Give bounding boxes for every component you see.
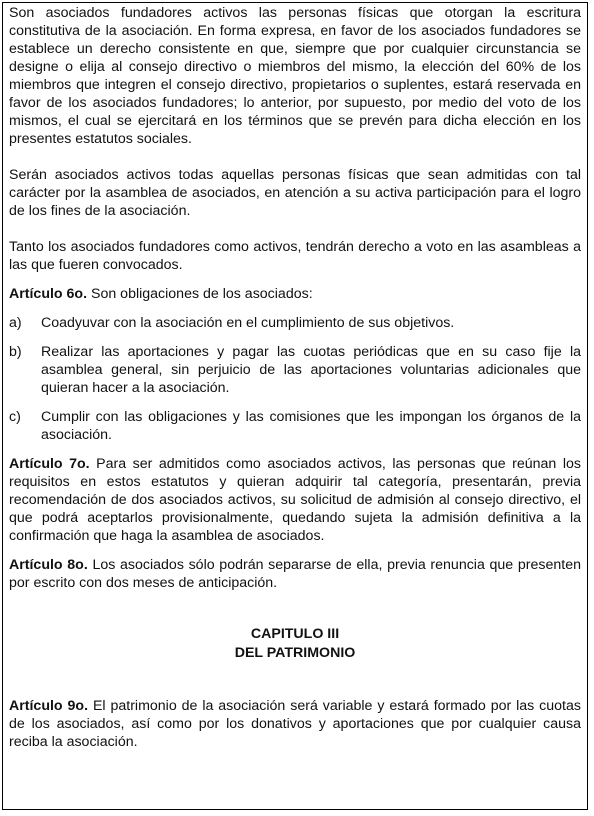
list-item-marker: c): [9, 409, 21, 425]
article-6-label: Artículo 6o.: [9, 286, 88, 302]
list-item-marker: a): [9, 315, 22, 331]
article-9-label: Artículo 9o.: [9, 698, 89, 714]
document-body: [3, 3, 587, 751]
list-item: [9, 314, 581, 332]
article-6-heading: [9, 285, 581, 303]
paragraph-active-members: Serán asociados activos todas aquellas personas físicas que sean admitidas con tal carácter por la asamblea de asociados, en atención a su activa participación para el logro de los fines de la asociación.: [9, 167, 581, 219]
list-item-text: Realizar las aportaciones y pagar las cuotas periódicas que en su caso fije la asamblea general, sin perjuicio de las aportaciones voluntarias adicionales que quieran hacer a la asociación.: [41, 344, 581, 396]
article-7: [9, 455, 581, 545]
article-9-text: El patrimonio de la asociación será variable y estará formado por las cuotas de los asociados, así como por los donativos y aportaciones que por cualquier causa reciba la asociación.: [9, 698, 581, 750]
chapter-heading: [9, 625, 581, 663]
list-item-text: Cumplir con las obligaciones y las comisiones que les impongan los órganos de la asociación.: [41, 409, 581, 443]
list-item-marker: b): [9, 344, 22, 360]
article-8-label: Artículo 8o.: [9, 557, 88, 573]
document-page: [2, 2, 588, 810]
paragraph-founding-members: Son asociados fundadores activos las personas físicas que otorgan la escritura constitutiva de la asociación. En forma expresa, en favor de los asociados fundadores se establece un derecho consistente en que, siempre que por cualquier circunstancia se designe o elija al consejo directivo o miembros del mismo, la elección del 60% de los miembros que integren el consejo directivo, propietarios o suplentes, estará reservada en favor de los asociados fundadores; lo anterior, por supuesto, por medio del voto de los mismos, el cual se ejercitará en los términos que se prevén para dicha elección en los presentes estatutos sociales.: [9, 5, 581, 147]
article-7-text: Para ser admitidos como asociados activos, las personas que reúnan los requisitos en estos estatutos y quieran adquirir tal categoría, presentarán, previa recomendación de dos asociados activos, su solicitud de admisión al consejo directivo, el que podrá aceptarlos provisionalmente, quedando sujeta la admisión definitiva a la confirmación que haga la asamblea de asociados.: [9, 456, 581, 544]
article-7-label: Artículo 7o.: [9, 456, 90, 472]
article-6-text: Son obligaciones de los asociados:: [91, 286, 313, 302]
article-8: [9, 556, 581, 592]
paragraph-voting-rights: Tanto los asociados fundadores como activos, tendrán derecho a voto en las asambleas a las que fueren convocados.: [9, 239, 581, 273]
chapter-title: DEL PATRIMONIO: [234, 645, 356, 661]
article-8-text: Los asociados sólo podrán separarse de ella, previa renuncia que presenten por escrito con dos meses de anticipación.: [9, 557, 581, 591]
chapter-number: CAPITULO III: [250, 626, 340, 642]
article-9: [9, 697, 581, 751]
list-item: [9, 343, 581, 397]
list-item-text: Coadyuvar con la asociación en el cumplimiento de sus objetivos.: [41, 315, 455, 331]
list-item: [9, 408, 581, 444]
